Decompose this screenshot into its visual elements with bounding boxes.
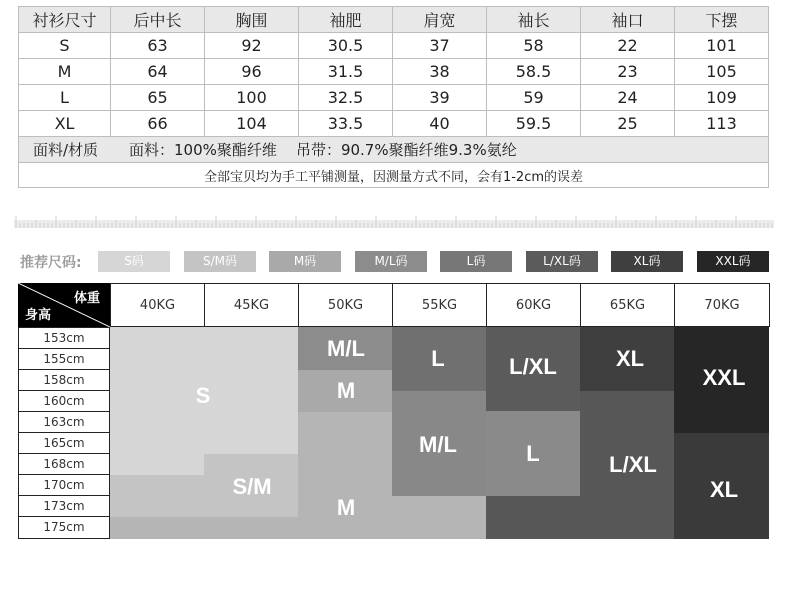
table-cell: 39: [393, 85, 487, 111]
table-cell: XL: [19, 111, 111, 137]
table-cell: 58: [487, 33, 581, 59]
table-cell: 24: [581, 85, 675, 111]
weight-header: 50KG: [298, 283, 393, 327]
size-zone-label: M: [336, 378, 356, 403]
size-zone-label: L: [431, 346, 445, 371]
recommend-chip: M码: [269, 251, 341, 272]
recommend-chip: S/M码: [184, 251, 256, 272]
table-cell: 37: [393, 33, 487, 59]
height-header: 168cm: [18, 453, 110, 475]
size-zone-region: [392, 496, 486, 539]
corner-height-label: 身高: [25, 308, 52, 323]
size-zone-region: [298, 412, 392, 476]
ruler-divider: [14, 212, 774, 228]
table-cell: 105: [675, 59, 769, 85]
size-zone-label: M/L: [327, 336, 365, 361]
table-cell: L: [19, 85, 111, 111]
table-cell: 30.5: [299, 33, 393, 59]
size-zone-label: XL: [615, 346, 645, 371]
material-row: [19, 137, 769, 163]
table-cell: 96: [205, 59, 299, 85]
recommend-chip: XXL码: [697, 251, 769, 272]
size-zone-label: M/L: [419, 432, 457, 457]
height-header: 158cm: [18, 369, 110, 391]
recommend-chip: XL码: [611, 251, 683, 272]
table-row: [19, 59, 769, 85]
material-cell: [19, 137, 769, 163]
weight-header: 65KG: [580, 283, 675, 327]
table-row: [19, 85, 769, 111]
height-header: 153cm: [18, 327, 110, 349]
recommend-chip: L码: [440, 251, 512, 272]
table-cell: 92: [205, 33, 299, 59]
recommend-chip: S码: [98, 251, 170, 272]
weight-header: 55KG: [392, 283, 487, 327]
material-label: 面料/材质: [33, 141, 99, 159]
table-cell: 32.5: [299, 85, 393, 111]
header-cell: 胸围: [205, 7, 299, 33]
header-cell: 肩宽: [393, 7, 487, 33]
header-cell: 袖口: [581, 7, 675, 33]
table-cell: 66: [111, 111, 205, 137]
weight-header: 70KG: [674, 283, 770, 327]
size-grid: [18, 283, 769, 538]
recommend-chip: M/L码: [355, 251, 427, 272]
table-cell: 40: [393, 111, 487, 137]
weight-header: 40KG: [110, 283, 205, 327]
grid-corner: [18, 283, 110, 327]
header-cell: 后中长: [111, 7, 205, 33]
measurement-note: 全部宝贝均为手工平铺测量，因测量方式不同，会有1-2cm的误差: [19, 163, 769, 188]
table-cell: 63: [111, 33, 205, 59]
size-zone-label: XL: [709, 477, 739, 502]
height-header: 163cm: [18, 411, 110, 433]
table-cell: 64: [111, 59, 205, 85]
size-table: [18, 6, 769, 188]
height-header: 170cm: [18, 474, 110, 496]
header-cell: 袖长: [487, 7, 581, 33]
size-zone-region: [110, 475, 204, 517]
size-zone-label: L/XL: [609, 452, 657, 477]
table-cell: 25: [581, 111, 675, 137]
table-cell: 109: [675, 85, 769, 111]
size-zone-region: [110, 517, 298, 539]
table-cell: 59: [487, 85, 581, 111]
size-zone-label: L/XL: [509, 354, 557, 379]
table-cell: 59.5: [487, 111, 581, 137]
table-cell: 22: [581, 33, 675, 59]
table-cell: 104: [205, 111, 299, 137]
table-cell: 23: [581, 59, 675, 85]
size-zone-label: S/M: [232, 474, 272, 499]
table-cell: 65: [111, 85, 205, 111]
table-row: [19, 33, 769, 59]
recommend-label: 推荐尺码:: [20, 255, 82, 271]
header-cell: 下摆: [675, 7, 769, 33]
corner-weight-label: 体重: [73, 291, 100, 306]
note-row: [19, 163, 769, 188]
table-cell: 101: [675, 33, 769, 59]
table-cell: 33.5: [299, 111, 393, 137]
table-cell: S: [19, 33, 111, 59]
header-cell: 袖肥: [299, 7, 393, 33]
material-value: 面料：100%聚酯纤维 吊带：90.7%聚酯纤维9.3%氨纶: [129, 141, 517, 159]
table-cell: 31.5: [299, 59, 393, 85]
size-zone-region: [486, 496, 580, 539]
height-header: 173cm: [18, 495, 110, 517]
table-cell: M: [19, 59, 111, 85]
table-cell: 58.5: [487, 59, 581, 85]
table-cell: 113: [675, 111, 769, 137]
size-zone-label: XXL: [702, 365, 746, 390]
height-header: 160cm: [18, 390, 110, 412]
height-header: 165cm: [18, 432, 110, 454]
size-zone-label: L: [526, 441, 540, 466]
table-cell: 100: [205, 85, 299, 111]
recommend-chip: L/XL码: [526, 251, 598, 272]
size-zone-label: S: [195, 383, 211, 408]
table-cell: 38: [393, 59, 487, 85]
weight-header: 60KG: [486, 283, 581, 327]
header-cell: 衬衫尺寸: [19, 7, 111, 33]
height-header: 175cm: [18, 516, 110, 539]
size-zone-label: M: [336, 495, 356, 520]
height-header: 155cm: [18, 348, 110, 370]
table-row: [19, 111, 769, 137]
weight-header: 45KG: [204, 283, 299, 327]
table-header-row: [19, 7, 769, 33]
